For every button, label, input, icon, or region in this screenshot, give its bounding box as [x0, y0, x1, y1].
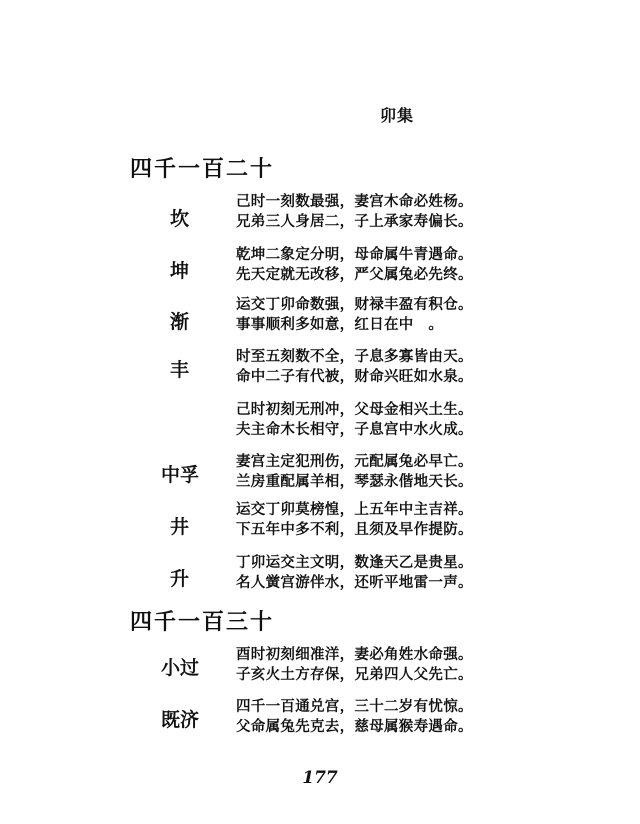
entry: 丰 时至五刻数不全，子息多寡皆由天。 命中二子有代被，财命兴旺如水泉。 [170, 348, 473, 385]
entry: 中孚 妻宫主定犯刑伤，元配属兔必早亡。 兰房重配属羊相，琴瑟永偕地天长。 [161, 453, 473, 490]
verse [236, 452, 473, 492]
verse-line: 妻宫主定犯刑伤，元配属兔必早亡。 [236, 453, 473, 470]
verse-line: 丁卯运交主文明，数逢天乙是贵星。 [236, 554, 473, 571]
verse-line: 下五年中多不利，且须及早作提防。 [236, 521, 473, 538]
verse-line: 运交丁卯命数强，财禄丰盈有积仓。 [236, 296, 473, 313]
entry: 坎 己时一刻数最强，妻宫木命必姓杨。 兄弟三人身居二，子上承家寿偏长。 [170, 193, 473, 230]
verse-line: 事事顺利多如意，红日在中 。 [236, 316, 444, 333]
verse-line: 时至五刻数不全，子息多寡皆由天。 [236, 348, 473, 365]
section-title: 四千一百三十 [130, 609, 275, 635]
verse-line: 己时一刻数最强，妻宫木命必姓杨。 [236, 193, 473, 210]
entry [0, 400, 640, 450]
running-head: 卯集 [380, 106, 415, 125]
verse-line: 酉时初刻细准洋，妻必角姓水命强。 [236, 646, 473, 663]
verse [236, 553, 473, 593]
verse-line: 兄弟三人身居二，子上承家寿偏长。 [236, 213, 473, 230]
verse-line: 运交丁卯莫榜惶，上五年中主吉祥。 [236, 501, 473, 518]
verse [236, 400, 473, 440]
verse-line: 子亥火土方存保，兄弟四人父先亡。 [236, 666, 473, 683]
entry: 升 丁卯运交主文明，数逢天乙是贵星。 名人黉宫游伴水，还听平地雷一声。 [170, 554, 473, 591]
verse [236, 245, 473, 285]
verse-line: 命中二子有代被，财命兴旺如水泉。 [236, 368, 473, 385]
verse-line: 四千一百通兑宫，三十二岁有忧惊。 [236, 698, 473, 715]
entry: 坤 乾坤二象定分明，母命属牛青遇命。 先天定就无改移，严父属兔必先终。 [170, 246, 473, 283]
entry: 渐 运交丁卯命数强，财禄丰盈有积仓。 事事顺利多如意，红日在中 。 [170, 296, 473, 333]
verse-line: 己时初刻无刑冲，父母金相兴土生。 [236, 401, 473, 418]
entry: 井 运交丁卯莫榜惶，上五年中主吉祥。 下五年中多不利，且须及早作提防。 [170, 501, 473, 538]
page-number: 177 [302, 768, 338, 788]
verse-line: 夫主命木长相守，子息宫中水火成。 [236, 421, 473, 438]
verse-line: 先天定就无改移，严父属兔必先终。 [236, 266, 473, 283]
verse-line: 名人黉宫游伴水，还听平地雷一声。 [236, 574, 473, 591]
verse [236, 697, 473, 737]
verse [236, 295, 473, 335]
verse [236, 500, 473, 540]
entry: 小过 酉时初刻细准洋，妻必角姓水命强。 子亥火土方存保，兄弟四人父先亡。 [161, 646, 473, 683]
verse [236, 192, 473, 232]
verse [236, 645, 473, 685]
entry: 既济 四千一百通兑宫，三十二岁有忧惊。 父命属兔先克去，慈母属猴寿遇命。 [161, 698, 473, 735]
verse-line: 父命属兔先克去，慈母属猴寿遇命。 [236, 718, 473, 735]
section-title: 四千一百二十 [130, 156, 275, 182]
verse [236, 347, 473, 387]
verse-line: 兰房重配属羊相，琴瑟永偕地天长。 [236, 473, 473, 490]
verse-line: 乾坤二象定分明，母命属牛青遇命。 [236, 246, 473, 263]
